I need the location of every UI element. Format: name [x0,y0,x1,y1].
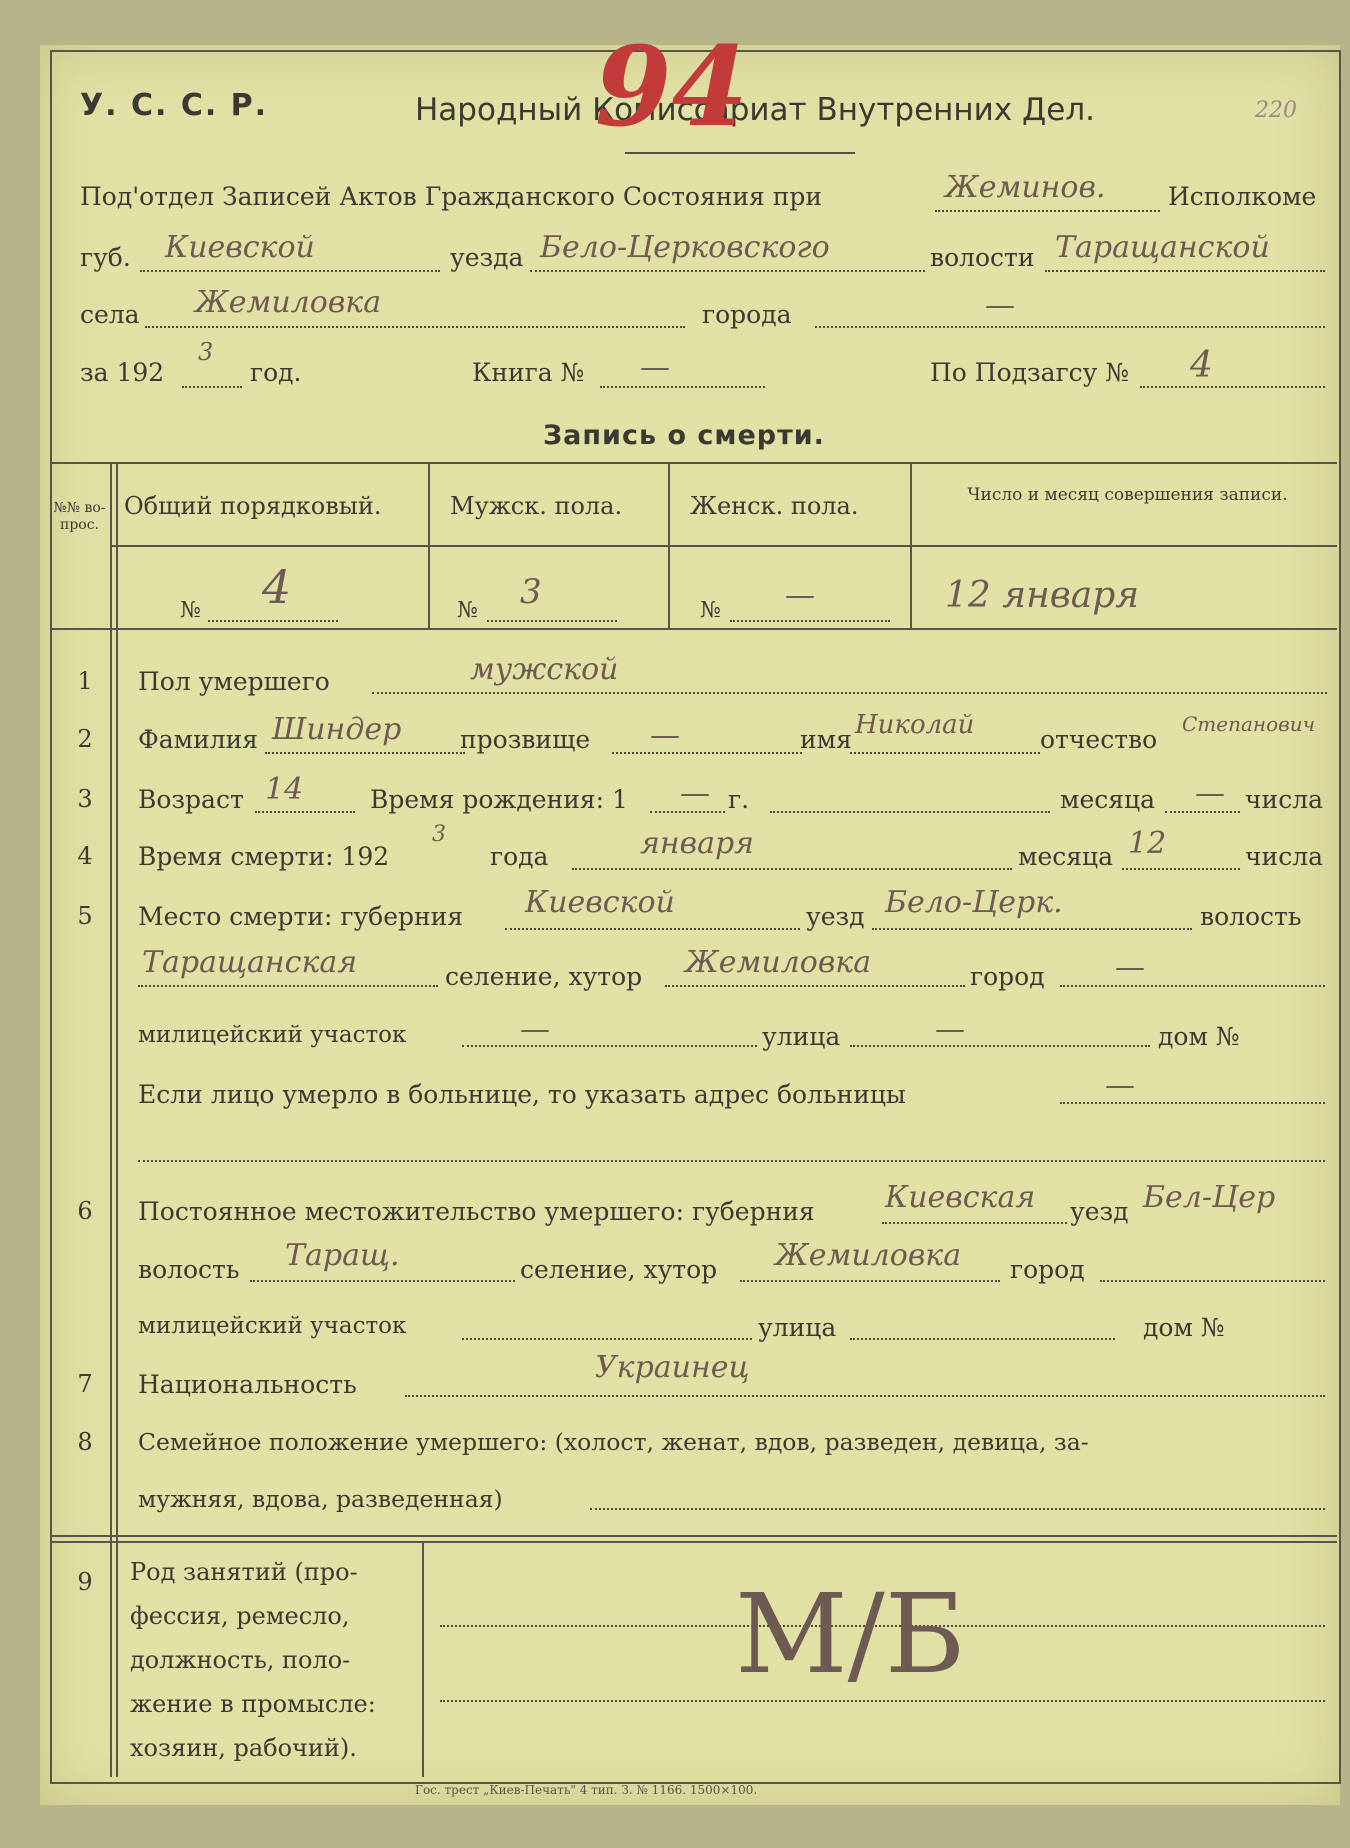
q9-top-rule-2 [50,1541,1337,1543]
q7-number: 7 [77,1370,93,1398]
q5-hospital-label: Если лицо умерло в больнице, то указать адрес больницы [138,1080,906,1109]
q9-label-line-4: жение в промысле: [130,1690,376,1718]
q6-uezd-label: уезд [1070,1197,1129,1226]
q6-number: 6 [77,1197,93,1225]
q5-volost-label: волость [1200,902,1302,931]
q5-hospital-field [1060,1102,1325,1104]
q5-house-label: дом № [1158,1022,1240,1051]
q5-street-value: — [935,1012,965,1047]
gub-field [140,270,440,272]
q6-gub-field [882,1222,1067,1224]
q4-number: 4 [77,842,93,870]
q9-field-2 [440,1700,1325,1702]
col-divider-2 [668,462,670,628]
q3-month-value: — [1195,776,1225,811]
q6-gorod-label: город [1010,1255,1085,1284]
q6-mil-field [462,1338,752,1340]
q6-gub-value: Киевская [885,1180,1036,1215]
q9-label-line-1: Род занятий (про- [130,1558,358,1586]
republic-title: У. С. С. Р. [80,88,269,123]
q5-selo-value: Жемиловка [685,945,872,980]
q5-gorod-value: — [1115,950,1145,985]
q4-year-value: 3 [432,822,446,847]
col-header-female: Женск. пола. [690,492,859,520]
record-title: Запись о смерти. [543,420,825,451]
ispolkom-label: Исполкоме [1168,182,1317,211]
col-header-male: Мужск. пола. [450,492,623,520]
q2-nick-label: прозвище [460,725,591,754]
gub-label: губ. [80,243,131,272]
book-label: Книга № [472,358,585,387]
table-header-rule [110,545,1337,547]
q5-mil-label: милицейский участок [138,1022,407,1048]
uezd-label: уезда [450,243,524,272]
q5-volost-value: Таращанская [142,945,358,980]
commissariat-title: Народный Комиссариат Внутренних Дел. [415,92,1095,128]
male-no-field [487,620,617,622]
q3-birth-label: Время рождения: 1 [370,785,628,814]
q5-street-field [850,1045,1150,1047]
general-no-field [208,620,338,622]
book-field [600,386,765,388]
q6-selo-label: селение, хутор [520,1255,718,1284]
q6-street-field [850,1338,1115,1340]
col0-header: №№ во-прос. [53,500,106,533]
q8-field [590,1508,1325,1510]
table-bottom-rule [50,628,1337,630]
q6-volost-label: волость [138,1255,240,1284]
gub-value: Киевской [165,230,315,265]
q1-label: Пол умершего [138,667,330,696]
q5-gub-value: Киевской [525,885,675,920]
q5-street-label: улица [762,1022,841,1051]
q6-selo-value: Жемиловка [775,1238,962,1273]
q9-number: 9 [77,1568,93,1596]
q9-label-line-2: фессия, ремесло, [130,1602,350,1630]
selo-field [145,326,685,328]
q3-g-label: г. [728,785,750,814]
general-no-prefix: № [180,598,201,623]
gorod-value: — [985,288,1015,323]
uezd-value: Бело-Церковского [540,230,830,265]
q9-label-line-5: хозяин, рабочий). [130,1734,357,1762]
q2-nick-value: — [650,718,680,753]
gorod-label: города [702,300,792,329]
q6-uezd-value: Бел-Цер [1143,1180,1276,1215]
q2-name-field [850,752,1040,754]
q8-line2: мужняя, вдова, разведенная) [138,1485,503,1513]
q3-age-label: Возраст [138,785,244,814]
q2-number: 2 [77,725,93,753]
q4-day-field [1122,868,1240,870]
q6-house-label: дом № [1143,1313,1225,1342]
q5-uezd-value: Бело-Церк. [885,885,1063,920]
q5-hospital-value: — [1105,1068,1135,1103]
q4-month-field [572,868,1012,870]
q2-patronymic-label: отчество [1040,725,1158,754]
q5-mil-value: — [520,1012,550,1047]
col-divider-0 [110,462,112,1777]
q5-uezd-label: уезд [806,902,865,931]
q5-mil-field [462,1045,757,1047]
col-header-date: Число и месяц совершения записи. [967,485,1288,505]
q4-label: Время смерти: 192 [138,842,390,871]
table-top-rule [50,462,1337,464]
q3-month-field [1165,811,1240,813]
male-no-prefix: № [457,598,478,623]
selo-label: села [80,300,140,329]
red-page-number: 94 [595,22,749,151]
subzags-field [1140,386,1325,388]
female-no-prefix: № [700,598,721,623]
q2-surname-field [265,752,465,754]
gorod-field [815,326,1325,328]
subzags-value: 4 [1190,345,1213,386]
q9-divider [422,1541,424,1777]
book-value: — [640,350,670,385]
q5-gub-field [505,928,800,930]
q3-number: 3 [77,785,93,813]
q5-uezd-field [872,928,1192,930]
q6-mil-label: милицейский участок [138,1313,407,1339]
q2-surname-label: Фамилия [138,725,259,754]
year-label-b: год. [250,358,302,387]
q7-value: Украинец [595,1350,750,1385]
year-value: 3 [198,338,214,366]
q2-surname-value: Шиндер [272,712,402,747]
q5-number: 5 [77,902,93,930]
volost-label: волости [930,243,1035,272]
q4-month-label: месяца [1018,842,1113,871]
volost-field [1045,270,1325,272]
q6-gub-label: Постоянное местожительство умершего: губерния [138,1197,815,1226]
q5-selo-field [665,985,965,987]
corner-note: 220 [1255,98,1297,123]
q4-day-label: числа [1245,842,1323,871]
q7-label: Национальность [138,1370,357,1399]
ispolkom-field [935,210,1160,212]
q5-selo-label: селение, хутор [445,962,643,991]
q8-line1: Семейное положение умершего: (холост, женат, вдов, разведен, девица, за- [138,1428,1089,1456]
col-divider-1 [428,462,430,628]
year-label-a: за 192 [80,358,165,387]
q6-volost-field [250,1280,515,1282]
uezd-field [530,270,925,272]
q6-street-label: улица [758,1313,837,1342]
subzags-label: По Подзагсу № [930,358,1129,387]
q6-gorod-field [1100,1280,1325,1282]
q9-value: М/Б [735,1570,966,1698]
q7-field [405,1395,1325,1397]
q1-value: мужской [470,652,619,687]
q3-birth-value: — [680,776,710,811]
female-no-field [730,620,890,622]
ispolkom-value: Жеминов. [945,170,1106,205]
q8-number: 8 [77,1428,93,1456]
col-header-general: Общий порядковый. [124,492,382,520]
q3-month-label: месяца [1060,785,1155,814]
q9-label-line-3: должность, поло- [130,1646,351,1674]
q3-day-label: числа [1245,785,1323,814]
volost-value: Таращанской [1055,230,1270,265]
q2-name-value: Николай [855,710,975,740]
selo-value: Жемиловка [195,285,382,320]
q5-gorod-field [1060,985,1325,987]
q1-number: 1 [77,667,93,695]
female-no-value: — [785,578,815,613]
office-label: Под'отдел Записей Актов Гражданского Состояния при [80,182,823,211]
col-divider-0b [116,462,118,1777]
general-no-value: 4 [262,560,292,614]
record-date-value: 12 января [945,575,1140,616]
q9-top-rule [50,1535,1337,1537]
q6-selo-field [740,1280,1000,1282]
header-rule [625,152,855,154]
q5-gorod-label: город [970,962,1045,991]
q3-g-field [770,811,1050,813]
q2-patronymic-value: Степанович [1182,712,1316,736]
printer-imprint: Гос. трест „Киев-Печать" 4 тип. З. № 1166. 1500×100. [415,1783,758,1797]
male-no-value: 3 [520,572,542,612]
q4-day-value: 12 [1128,826,1167,861]
q3-age-value: 14 [265,772,304,807]
q5-gub-label: Место смерти: губерния [138,902,464,931]
q5-volost-field [138,985,438,987]
q5-hospital-field-2 [138,1160,1325,1162]
year-field [182,386,242,388]
q3-age-field [255,811,355,813]
q1-field [372,692,1327,694]
col-divider-3 [910,462,912,628]
q3-birth-field [650,811,725,813]
q4-year-label: года [490,842,549,871]
q2-name-label: имя [800,725,852,754]
q2-nick-field [612,752,802,754]
q6-volost-value: Таращ. [285,1238,400,1273]
q4-month-value: января [640,826,755,861]
